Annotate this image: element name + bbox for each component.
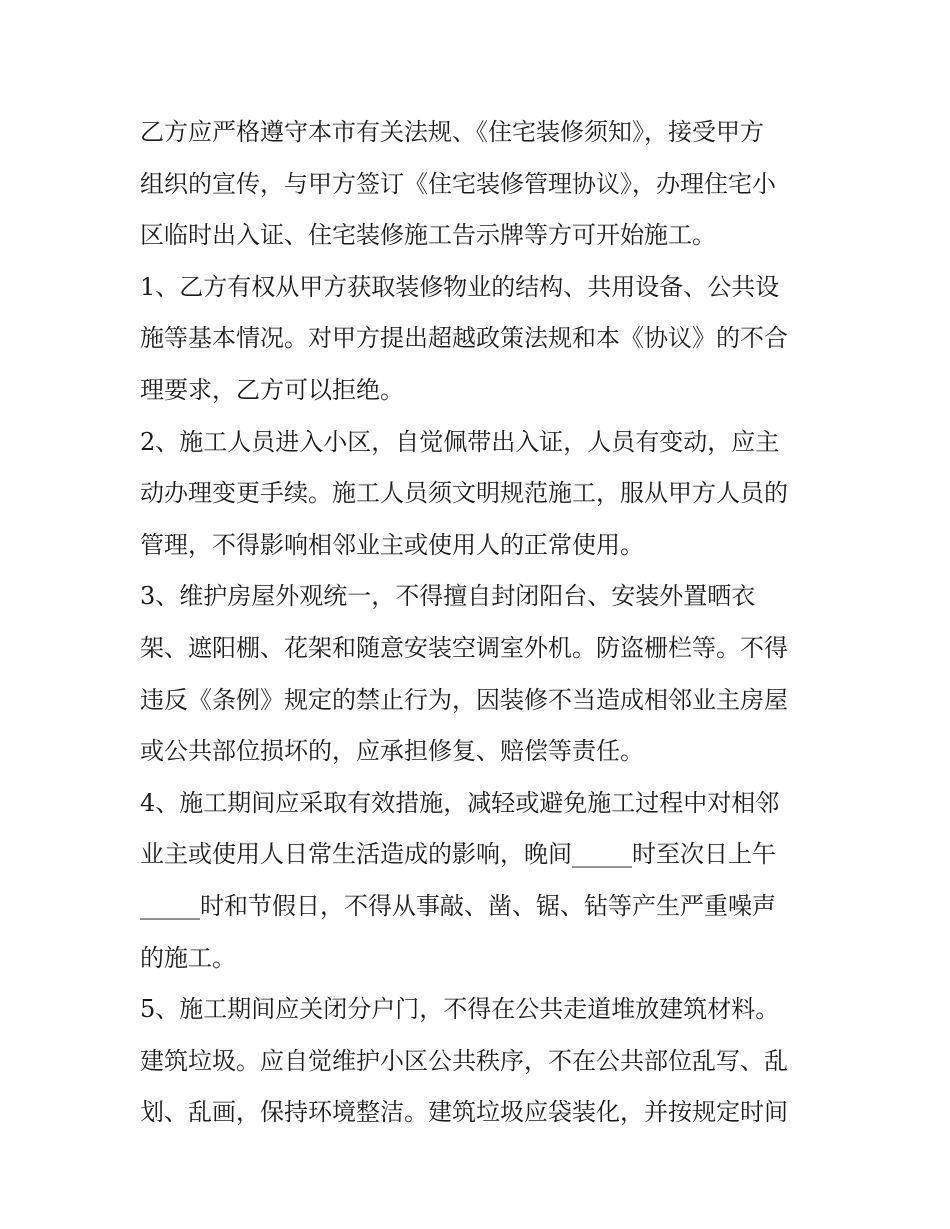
document-body — [140, 107, 820, 1139]
text-line: 或公共部位损坏的，应承担修复、赔偿等责任。 — [140, 737, 644, 766]
text-line: 动办理变更手续。施工人员须文明规范施工，服从甲方人员的 — [140, 479, 788, 508]
text-line: 2、施工人员进入小区，自觉佩带出入证，人员有变动，应主 — [140, 427, 780, 456]
text-line: 违反《条例》规定的禁止行为，因装修不当造成相邻业主房屋 — [140, 685, 788, 714]
text-line: 划、乱画，保持环境整洁。建筑垃圾应袋装化，并按规定时间 — [140, 1098, 788, 1127]
text-line: 管理，不得影响相邻业主或使用人的正常使用。 — [140, 530, 644, 559]
text-line: 组织的宣传，与甲方签订《住宅装修管理协议》，办理住宅小 — [140, 169, 776, 198]
text-line: 建筑垃圾。应自觉维护小区公共秩序，不在公共部位乱写、乱 — [140, 1046, 788, 1075]
text-line: 理要求，乙方可以拒绝。 — [140, 375, 404, 404]
text-line: 的施工。 — [140, 943, 236, 972]
text-line: 施等基本情况。对甲方提出超越政策法规和本《协议》的不合 — [140, 324, 788, 353]
text-line: 乙方应严格遵守本市有关法规、《住宅装修须知》，接受甲方 — [140, 118, 764, 146]
text-line: 1、乙方有权从甲方获取装修物业的结构、共用设备、公共设 — [140, 272, 780, 301]
text-line: 区临时出入证、住宅装修施工告示牌等方可开始施工。 — [140, 221, 716, 250]
text-line: 5、施工期间应关闭分户门，不得在公共走道堆放建筑材料。 — [140, 995, 780, 1024]
text-line: _____时和节假日，不得从事敲、凿、锯、钻等产生严重噪声 — [140, 891, 776, 920]
text-line: 4、施工期间应采取有效措施，减轻或避免施工过程中对相邻 — [140, 788, 780, 817]
text-line: 业主或使用人日常生活造成的影响，晚间_____时至次日上午 — [140, 840, 776, 869]
text-line: 3、维护房屋外观统一，不得擅自封闭阳台、安装外置晒衣 — [140, 582, 756, 611]
text-line: 架、遮阳棚、花架和随意安装空调室外机。防盗栅栏等。不得 — [140, 633, 788, 662]
